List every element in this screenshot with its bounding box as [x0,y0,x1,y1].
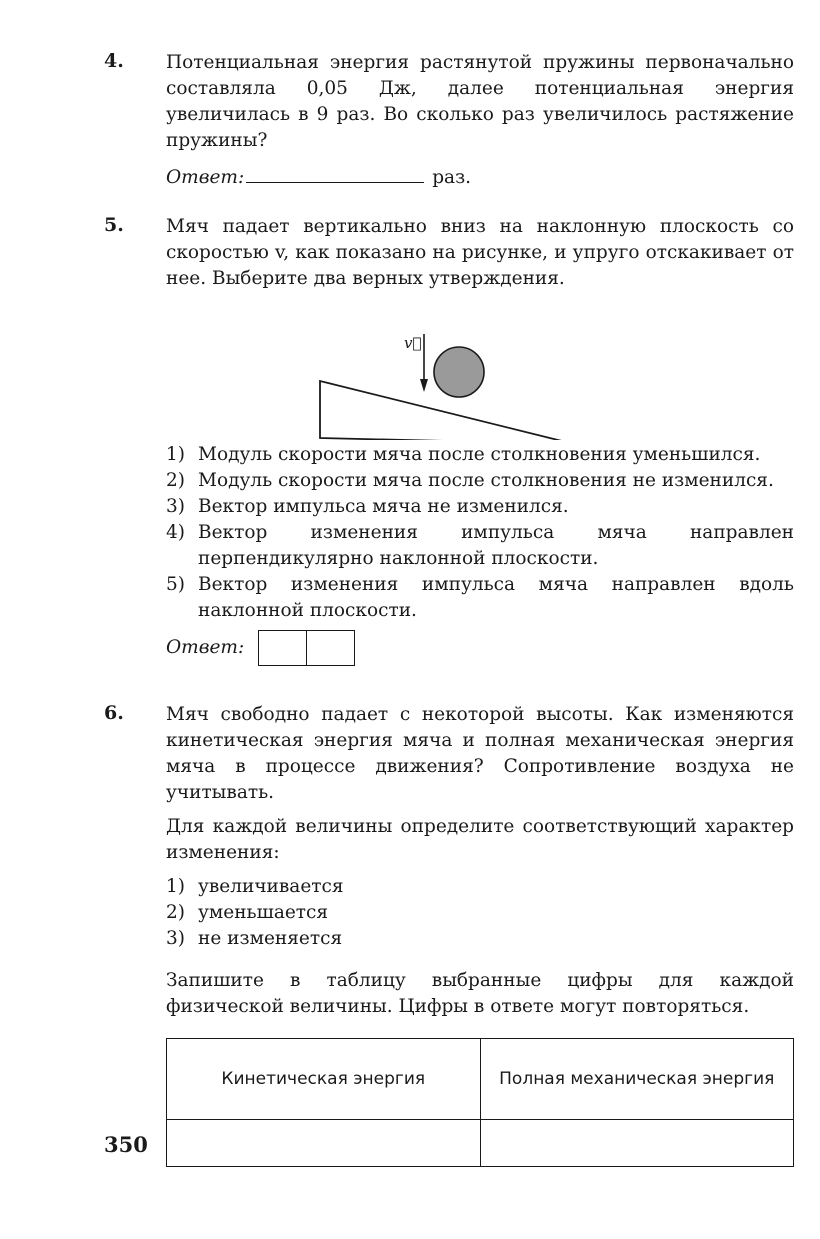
question-text: Потенциальная энергия растянутой пружины первоначально составляла 0,05 Дж, далее потенциальная энергия увеличилась в 9 раз. Во сколько раз увеличилось растяжение пружины? [166,52,794,151]
answer-table [166,1038,794,1167]
answer-boxes[interactable] [258,630,355,666]
answer-label: Ответ: [166,637,245,658]
option-item: 5) Вектор изменения импульса мяча направлен вдоль наклонной плоскости. [166,574,794,621]
question-6 [104,702,794,1167]
option-item: 4) Вектор изменения импульса мяча направлен перпендикулярно наклонной плоскости. [166,522,794,569]
page-number: 350 [104,1132,148,1157]
inclined-plane-figure [166,300,794,440]
option-item: 3) не изменяется [166,928,343,949]
option-item: 2) уменьшается [166,902,329,923]
question-text: Мяч падает вертикально вниз на наклонную плоскость со скоростью v, как показано на рисунке, и упруго отскакивает от нее. Выберите два верных утверждения. [166,216,794,289]
table-header-mechanical: Полная механическая энергия [480,1039,794,1120]
answer-cell-2[interactable] [306,631,354,665]
question-number: 6. [104,702,124,724]
question-number: 5. [104,214,124,236]
options-list [166,874,794,952]
answer-row [166,164,794,191]
question-number: 4. [104,50,124,72]
option-item: 1) Модуль скорости мяча после столкновения уменьшился. [166,444,761,465]
instruction-text: Для каждой величины определите соответствующий характер изменения: [166,816,794,863]
question-5 [104,214,794,666]
answer-blank[interactable] [246,164,424,183]
answer-label: Ответ: [166,167,245,188]
option-item: 2) Модуль скорости мяча после столкновения не изменился. [166,470,774,491]
question-4 [104,50,794,191]
velocity-label: v⃗ [404,334,422,352]
question-text: Мяч свободно падает с некоторой высоты. Как изменяются кинетическая энергия мяча и полная механическая энергия мяча в процессе движения? Сопротивление воздуха не учитывать. [166,704,794,803]
velocity-arrow-head [420,379,428,392]
answer-cell-mechanical[interactable] [480,1120,794,1167]
table-instruction: Запишите в таблицу выбранные цифры для каждой физической величины. Цифры в ответе могут повторяться. [166,970,794,1017]
ball [434,347,484,397]
option-item: 1) увеличивается [166,876,344,897]
answer-row [166,630,794,666]
options-list [166,442,794,624]
answer-cell-kinetic[interactable] [167,1120,481,1167]
option-item: 3) Вектор импульса мяча не изменился. [166,496,569,517]
table-header-kinetic: Кинетическая энергия [167,1039,481,1120]
answer-cell-1[interactable] [259,631,306,665]
answer-unit: раз. [432,167,472,188]
